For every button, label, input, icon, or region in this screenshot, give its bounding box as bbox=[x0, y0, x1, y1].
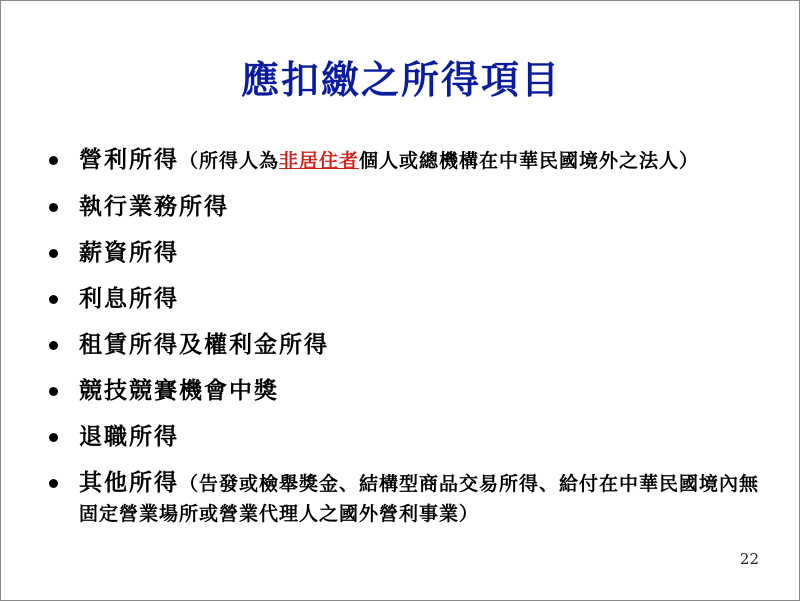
bullet-icon bbox=[49, 479, 58, 488]
bullet-label: 其他所得 bbox=[79, 470, 179, 496]
slide-title: 應扣繳之所得項目 bbox=[240, 57, 561, 102]
bullet-icon bbox=[49, 156, 58, 165]
bullet-note-rest: 個人或總機構在中華民國境外之法人） bbox=[359, 150, 700, 172]
bullet-item-competition-prize bbox=[49, 377, 769, 406]
bullet-item-salary-income bbox=[49, 239, 769, 268]
bullet-icon bbox=[49, 203, 58, 212]
bullet-label: 租賃所得及權利金所得 bbox=[79, 332, 329, 358]
bullet-label: 薪資所得 bbox=[79, 240, 179, 266]
bullet-list bbox=[49, 146, 769, 529]
bullet-note-open: （所得人為 bbox=[179, 150, 280, 172]
bullet-item-professional-income bbox=[49, 193, 769, 222]
bullet-label: 利息所得 bbox=[79, 286, 179, 312]
bullet-icon bbox=[49, 387, 58, 396]
bullet-item-business-income bbox=[49, 146, 769, 176]
bullet-label: 執行業務所得 bbox=[79, 194, 229, 220]
bullet-label: 退職所得 bbox=[79, 424, 179, 450]
bullet-label: 營利所得 bbox=[79, 147, 179, 173]
bullet-note: （告發或檢舉獎金、結構型商品交易所得、給付在中華民國境內無固定營業場所或營業代理人之國外營利事業） bbox=[79, 473, 760, 525]
bullet-icon bbox=[49, 295, 58, 304]
bullet-item-rental-royalty-income bbox=[49, 331, 769, 360]
bullet-item-retirement-income bbox=[49, 423, 769, 452]
bullet-item-interest-income bbox=[49, 285, 769, 314]
bullet-item-other-income bbox=[49, 469, 769, 529]
bullet-icon bbox=[49, 341, 58, 350]
bullet-icon bbox=[49, 433, 58, 442]
bullet-label: 競技競賽機會中獎 bbox=[79, 378, 279, 404]
page-number: 22 bbox=[739, 550, 759, 568]
non-resident-highlight: 非居住者 bbox=[279, 150, 360, 172]
bullet-icon bbox=[49, 249, 58, 258]
